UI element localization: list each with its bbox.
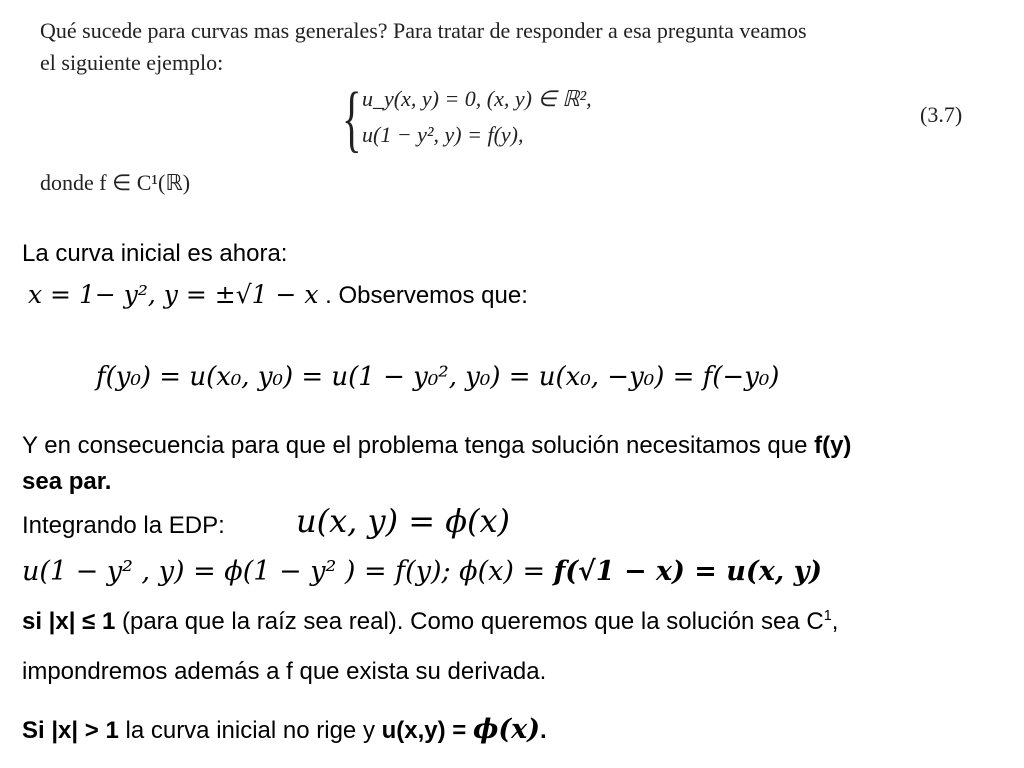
curva-inicial-text: La curva inicial es ahora: xyxy=(22,240,288,267)
integrando-label: Integrando la EDP: xyxy=(22,512,225,539)
f-y-bold: f(y) xyxy=(814,432,852,459)
integrando-equation: u(x, y) = ϕ(x) xyxy=(296,502,511,540)
impondremos-line: impondremos además a f que exista su derivada. xyxy=(22,658,547,685)
intro-line-1: Qué sucede para curvas mas generales? Para tratar de responder a esa pregunta veamos xyxy=(40,18,807,43)
main-equation: f(y₀) = u(x₀, y₀) = u(1 − y₀², y₀) = u(x₀, −y₀) = f(−y₀) xyxy=(96,362,780,392)
consecuencia-line-1 xyxy=(22,432,851,460)
final-line xyxy=(22,714,547,745)
system-eq-2: u(1 − y², y) = f(y), xyxy=(362,122,524,147)
condicion-sup: 1 xyxy=(823,608,832,624)
derivation-equation xyxy=(22,556,822,587)
final-bold-c: u(x,y) = xyxy=(381,717,473,744)
condicion-bold: si |x| ≤ 1 xyxy=(22,608,116,635)
donde-line: donde f ∈ C¹(ℝ) xyxy=(40,170,191,195)
consecuencia-text: Y en consecuencia para que el problema tenga solución necesitamos que xyxy=(22,432,815,459)
equation-number: (3.7) xyxy=(920,102,963,127)
condicion-comma: , xyxy=(831,608,839,635)
condicion-text: (para que la raíz sea real). Como queremos que la solución sea C xyxy=(115,608,824,635)
final-bold-a: Si |x| > 1 xyxy=(22,717,119,744)
final-phi: ϕ(x) xyxy=(472,714,541,745)
derivation-part-2-bold: f(√1 − x) = u(x, y) xyxy=(553,556,823,587)
system-brace: { xyxy=(342,78,362,160)
consecuencia-line-2: sea par. xyxy=(22,468,112,495)
curva-line xyxy=(28,280,528,310)
condicion-line xyxy=(22,608,838,636)
observemos-text: . Observemos que: xyxy=(318,282,528,309)
curva-equation: x = 1− y², y = ±√1 − x xyxy=(28,280,319,309)
intro-line-2: el siguiente ejemplo: xyxy=(40,50,224,75)
final-text: la curva inicial no rige y xyxy=(118,717,382,744)
final-period: . xyxy=(540,717,547,744)
derivation-part-1: u(1 − y² , y) = ϕ(1 − y² ) = f(y); ϕ(x) = xyxy=(22,556,554,587)
system-eq-1: u_y(x, y) = 0, (x, y) ∈ ℝ², xyxy=(362,86,592,111)
